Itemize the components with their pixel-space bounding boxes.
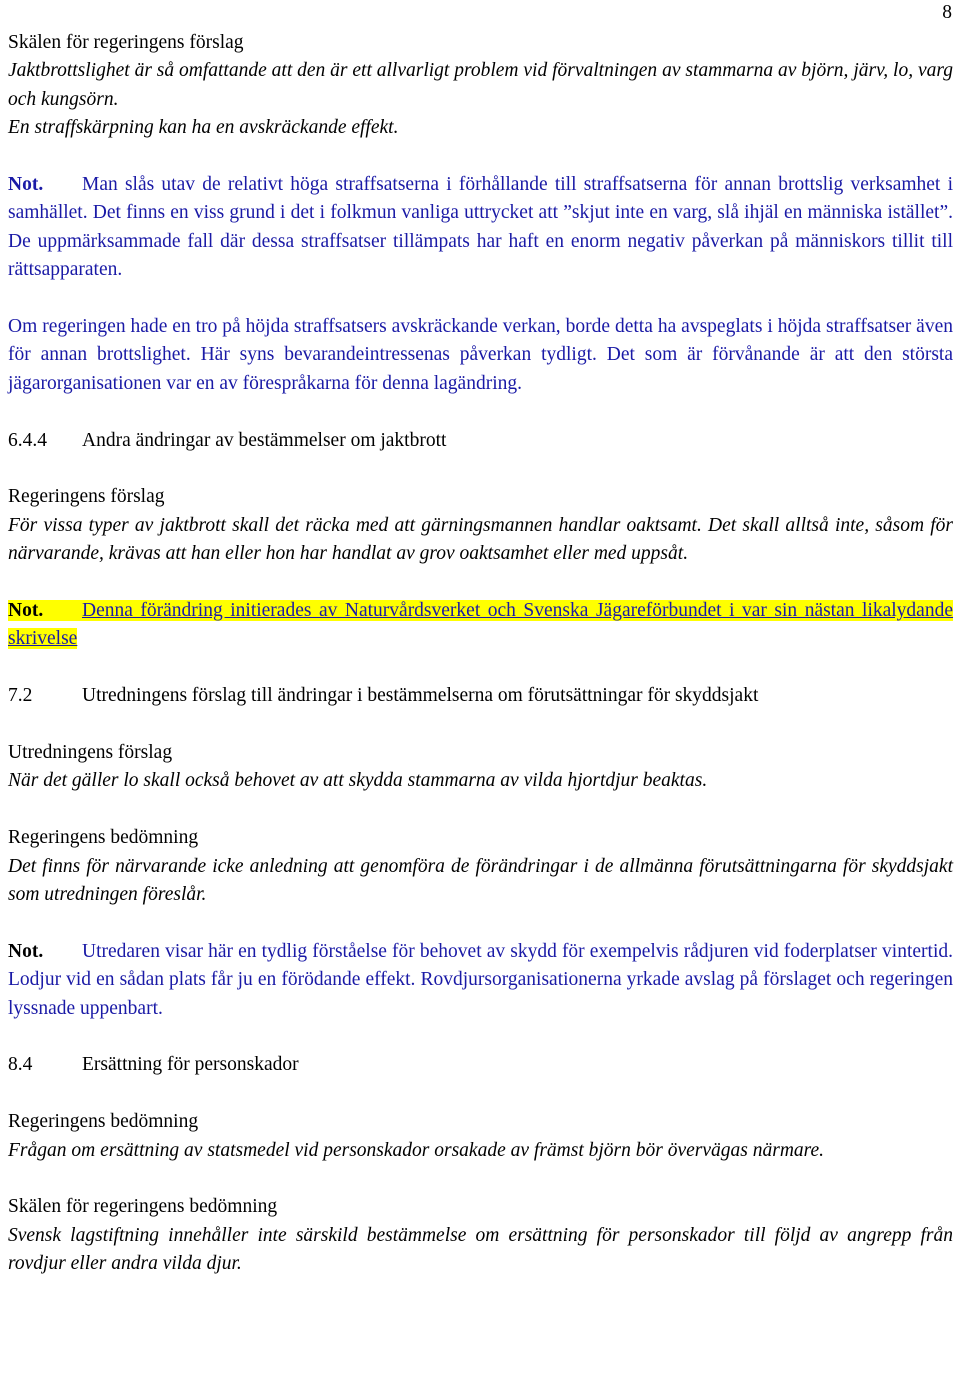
section-title-text: Andra ändringar av bestämmelser om jaktbrott [82,429,447,451]
italic-paragraph: Svensk lagstiftning innehåller inte särskild bestämmelse om ersättning för personskador till följd av angrepp från rovdjur eller andra vilda djur. [8,1224,953,1275]
section-number: 6.4.4 [8,429,47,451]
section-heading: Skälen för regeringens bedömning [8,1196,278,1218]
section-title-text: Utredningens förslag till ändringar i bestämmelserna om förutsättningar för skyddsjakt [82,685,759,707]
italic-paragraph: När det gäller lo skall också behovet av att skydda stammarna av vilda hjortdjur beaktas. [8,770,708,792]
section-title [8,427,953,455]
note-paragraph [8,597,953,654]
section-heading: Regeringens förslag [8,486,165,508]
italic-paragraph: Jaktbrottslighet är så omfattande att den är ett allvarligt problem vid förvaltningen av stammarna av björn, järv, lo, varg och kungsörn. [8,60,953,110]
section-title [8,1051,953,1079]
note-paragraph [8,171,953,285]
italic-paragraph: En straffskärpning kan ha en avskräckande effekt. [8,117,399,139]
note-label: Not. [8,600,44,622]
page-number: 8 [942,2,952,23]
italic-paragraph: För vissa typer av jaktbrott skall det räcka med att gärningsmannen handlar oaktsamt. Det skall alltså inte, såsom för närvarande, krävas att han eller hon har handlat av grov oaktsamhet eller med uppsåt. [8,514,953,565]
section-number: 8.4 [8,1054,33,1076]
italic-paragraph: Det finns för närvarande icke anledning att genomföra de förändringar i de allmänna förutsättningarna för skyddsjakt som utredningen föreslår. [8,855,953,906]
document-page [8,29,953,1279]
comment-paragraph: Om regeringen hade en tro på höjda straffsatsers avskräckande verkan, borde detta ha avspeglats i höjda straffsatser även för annan brottslighet. Här syns bevarandeintressenas påverkan tydligt. Det som är förvånande är att den största jägarorganisationen var en av förespråkarna för denna lagändring. [8,316,953,394]
section-heading: Regeringens bedömning [8,1111,199,1133]
note-label: Not. [8,940,44,962]
note-label: Not. [8,174,44,196]
section-number: 7.2 [8,685,33,707]
note-paragraph [8,938,953,1023]
section-title [8,682,953,710]
section-heading: Utredningens förslag [8,742,173,764]
note-text: Man slås utav de relativt höga straffsatserna i förhållande till straffsatserna för annan brottslig verksamhet i samhället. Det finns en viss grund i det i folkmun vanliga uttrycket att ”skjut inte en varg, slå ihjäl en människa istället”. De uppmärksammade fall där dessa straffsatser tillämpats har haft en enorm negativ påverkan på människors tillit till rättsapparaten. [8,174,953,281]
note-text: Utredaren visar här en tydlig förståelse för behovet av skydd för exempelvis rådjuren vid foderplatser vintertid. Lodjur vid en sådan plats får ju en förödande effekt. Rovdjursorganisationerna yrkade avslag på förslaget och regeringen lyssnade uppenbart. [8,940,953,1019]
section-heading: Skälen för regeringens förslag [8,32,244,53]
note-text: Denna förändring initierades av Naturvårdsverket och Svenska Jägareförbundet i var sin nästan likalydande skrivelse [8,600,953,650]
section-title-text: Ersättning för personskador [82,1054,299,1076]
section-heading: Regeringens bedömning [8,827,199,849]
italic-paragraph: Frågan om ersättning av statsmedel vid personskador orsakade av främst björn bör övervägas närmare. [8,1139,825,1161]
